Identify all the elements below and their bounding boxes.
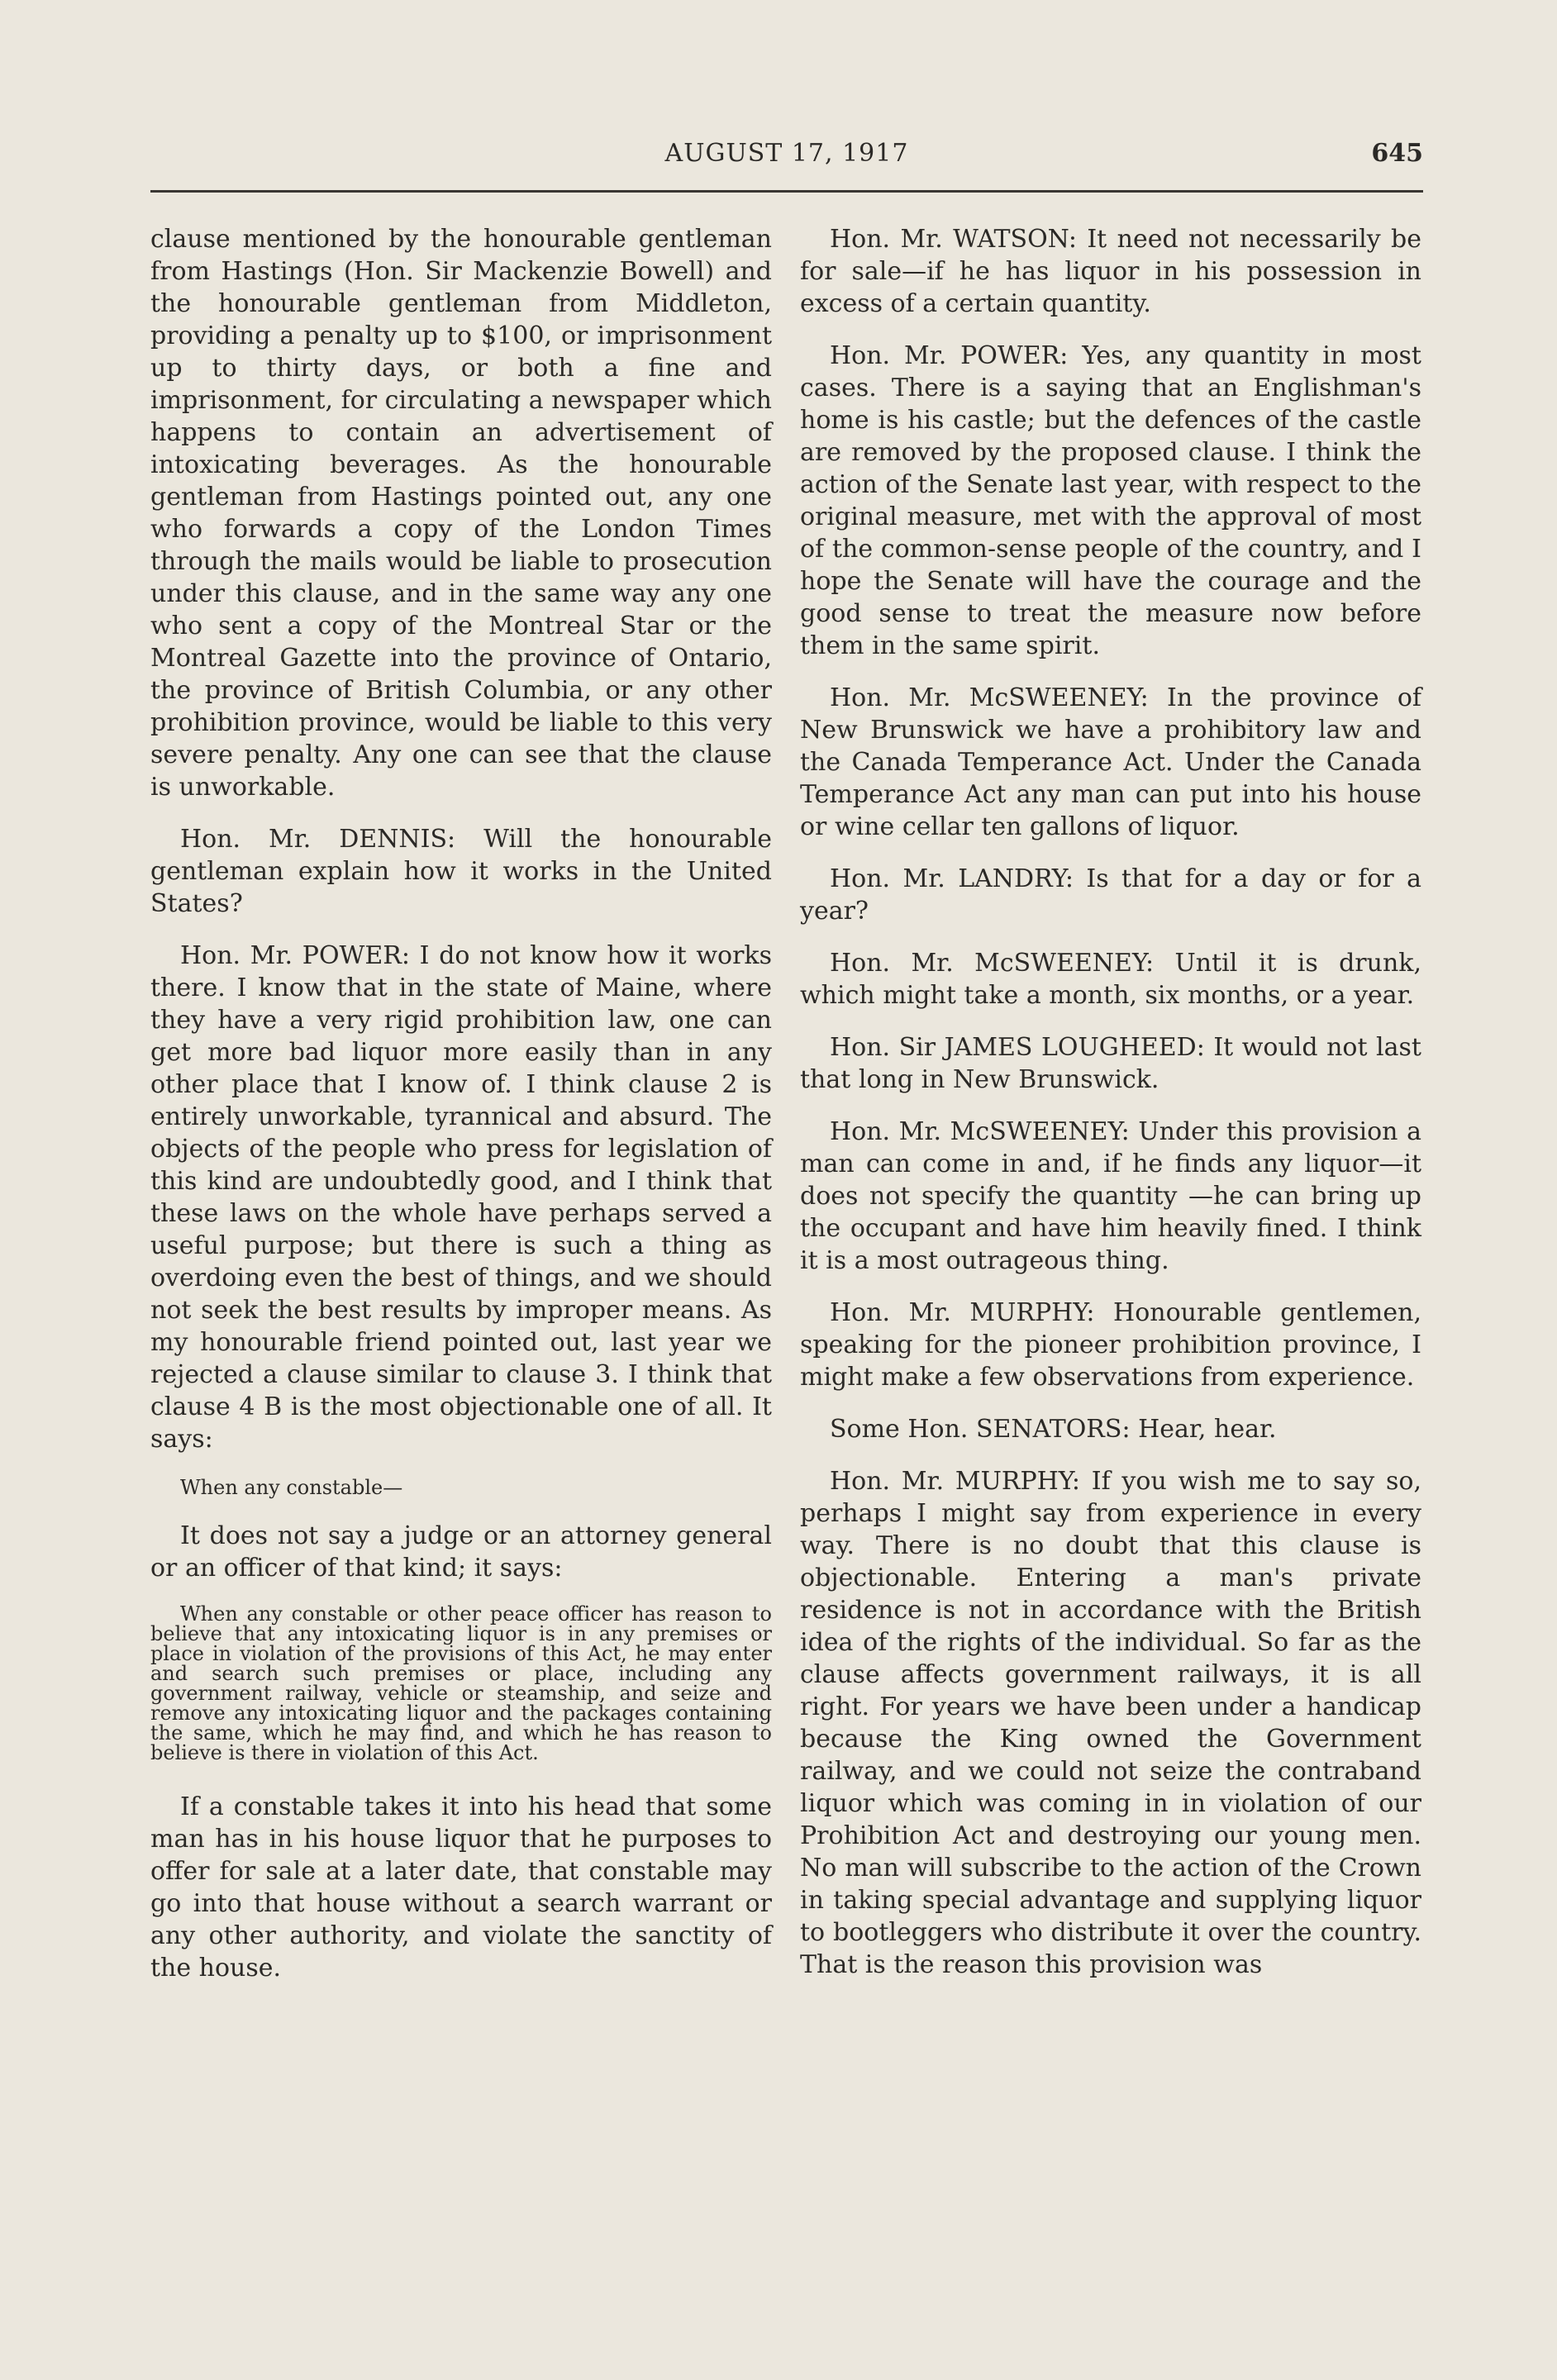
paragraph: If a constable takes it into his head that some man has in his house liquor that he purposes to offer for sale at a later date, that constable may go into that house without a search warrant or any other authority, and violate the sanctity of the house. (150, 1792, 772, 1983)
header-date: AUGUST 17, 1917 (664, 139, 909, 168)
paragraph: Hon. Mr. McSWEENEY: In the province of New Brunswick we have a prohibitory law and the Canada Temperance Act. Under the Canada Temperance Act any man can put into his house or wine cellar ten gallons of liquor. (800, 683, 1421, 841)
page-number: 645 (1371, 139, 1423, 168)
quoted-text: When any constable— (180, 1476, 403, 1499)
left-column (150, 223, 772, 2004)
paragraph: Hon. Mr. LANDRY: Is that for a day or for a year? (800, 864, 1421, 926)
paragraph: Hon. Sir JAMES LOUGHEED: It would not last that long in New Brunswick. (800, 1033, 1421, 1094)
paragraph: Hon. Mr. MURPHY: Honourable gentlemen, speaking for the pioneer prohibition province, I might make a few observations from experience. (800, 1298, 1421, 1392)
paragraph: Hon. Mr. DENNIS: Will the honourable gentleman explain how it works in the United States? (150, 825, 772, 918)
paragraph: Hon. Mr. POWER: Yes, any quantity in most cases. There is a saying that an Englishman's home is his castle; but the defences of the castle are removed by the proposed clause. I think the action of the Senate last year, with respect to the original measure, met with the approval of most of the common-sense people of the country, and I hope the Senate will have the courage and the good sense to treat the measure now before them in the same spirit. (800, 341, 1421, 660)
page-header (150, 132, 1423, 174)
right-column (800, 223, 1421, 2001)
paragraph: Hon. Mr. McSWEENEY: Until it is drunk, which might take a month, six months, or a year. (800, 949, 1421, 1010)
paragraph: Some Hon. SENATORS: Hear, hear. (830, 1415, 1277, 1444)
header-rule (150, 190, 1423, 193)
paragraph: Hon. Mr. WATSON: It need not necessarily be for sale—if he has liquor in his possession in excess of a certain quantity. (800, 225, 1421, 318)
paragraph: clause mentioned by the honourable gentleman from Hastings (Hon. Sir Mackenzie Bowell) and the honourable gentleman from Middleton, providing a penalty up to $100, or imprisonment up to thirty days, or both a fine and imprisonment, for circulating a newspaper which happens to contain an advertisement of intoxicating beverages. As the honourable gentleman from Hastings pointed out, any one who forwards a copy of the London Times through the mails would be liable to prosecution under this clause, and in the same way any one who sent a copy of the Montreal Star or the Montreal Gazette into the province of Ontario, the province of British Columbia, or any other prohibition province, would be liable to this very severe penalty. Any one can see that the clause is unworkable. (150, 225, 772, 802)
paragraph: It does not say a judge or an attorney general or an officer of that kind; it says: (150, 1521, 772, 1583)
paragraph: Hon. Mr. POWER: I do not know how it works there. I know that in the state of Maine, where they have a very rigid prohibition law, one can get more bad liquor more easily than in any other place that I know of. I think clause 2 is entirely unworkable, tyrannical and absurd. The objects of the people who press for legislation of this kind are undoubtedly good, and I think that these laws on the whole have perhaps served a useful purpose; but there is such a thing as overdoing even the best of things, and we should not seek the best results by improper means. As my honourable friend pointed out, last year we rejected a clause similar to clause 3. I think that clause 4 B is the most objectionable one of all. It says: (150, 941, 772, 1454)
paragraph: Hon. Mr. McSWEENEY: Under this provision a man can come in and, if he finds any liquor—it does not specify the quantity —he can bring up the occupant and have him heavily fined. I think it is a most outrageous thing. (800, 1117, 1421, 1275)
paragraph: Hon. Mr. MURPHY: If you wish me to say so, perhaps I might say from experience in every way. There is no doubt that this clause is objectionable. Entering a man's private residence is not in accordance with the British idea of the rights of the individual. So far as the clause affects government railways, it is all right. For years we have been under a handicap because the King owned the Government railway, and we could not seize the contraband liquor which was coming in in violation of our Prohibition Act and destroying our young men. No man will subscribe to the action of the Crown in taking special advantage and supplying liquor to bootleggers who distribute it over the country. That is the reason this provision was (800, 1467, 1421, 1979)
quoted-clause: When any constable or other peace officer has reason to believe that any intoxicating liquor is in any premises or place in violation of the provisions of this Act, he may enter and search such premises or place, including any government railway, vehicle or steamship, and seize and remove any intoxicating liquor and the packages containing the same, which he may find, and which he has reason to believe is there in violation of this Act. (150, 1602, 772, 1764)
